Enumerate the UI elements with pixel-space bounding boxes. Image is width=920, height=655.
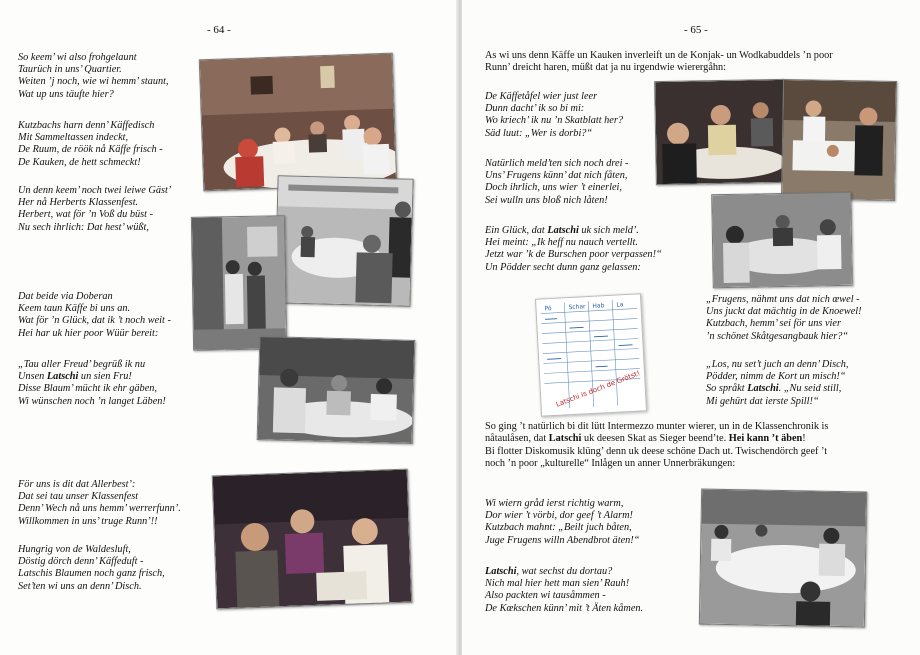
poem-line: ’n schönet Skåtgesangbauk hier?“ <box>706 330 849 342</box>
chronicle-paragraph <box>485 421 828 471</box>
skat-score-card <box>535 293 647 416</box>
intro-line: Runn’ dreicht haren, müßt dat ja nu irgendwie wierergåhn: <box>485 62 727 74</box>
photo-dancing-women <box>191 215 287 351</box>
poem-line: Mi gehürt dat ierste Spill!“ <box>706 395 819 407</box>
score-header: Pö <box>544 305 552 313</box>
stanza-r6 <box>485 498 639 547</box>
name-latschi: Latschi <box>747 383 779 395</box>
intro-line: As wi uns denn Käffe un Kauken inverleift un de Konjak- un Wodkabuddels ’n poor <box>485 50 833 61</box>
poem-line: Hei meint: „Ik heff nu nauch vertellt. <box>485 237 638 249</box>
poem-line: Wat för ’n Glück, dat ik ’t noch weit - <box>18 315 171 327</box>
poem-line: De Kœkschen künn’ mit ’t Äten kåmen. <box>485 602 644 614</box>
poem-line: Kutzbachs harn denn’ Käffedisch <box>18 120 155 131</box>
poem-line: Nich mal hier hett man sien’ Rauh! <box>485 578 630 590</box>
stanza-r1 <box>485 91 623 140</box>
poem-line: Her nå Herberts Klassenfest. <box>18 197 139 209</box>
stanza-2 <box>18 120 163 169</box>
paragraph-line: noch ’n poor „kulturelle“ Inlågen un anner Unnerbräkungen: <box>485 458 736 470</box>
name-latschi: Latschi <box>46 371 79 383</box>
score-card-caption: Latschi is doch de Grötst! <box>554 369 642 409</box>
poem-line: Wat up uns täufte hier? <box>18 88 114 100</box>
poem-line: Uns’ Frugens künn’ dat nich fåten, <box>485 170 628 182</box>
score-header: Schar <box>568 303 586 312</box>
left-page <box>0 0 458 655</box>
poem-line: De Käffetåfel wier just leer <box>485 91 598 102</box>
poem-line: Dat sei tau unser Klassenfest <box>18 491 139 503</box>
stanza-7 <box>18 544 165 593</box>
poem-line: Set’ten wi uns an denn’ Disch. <box>18 580 142 592</box>
stanza-r2 <box>485 158 628 207</box>
poem-line: So språkt Latschi. „Nu seid still, <box>706 383 842 395</box>
stanza-r5 <box>706 359 848 408</box>
poem-line: Un denn keem’ noch twei leiwe Gäst’ <box>18 185 172 196</box>
poem-line: Wi wünschen noch ’n langet Läben! <box>18 395 166 407</box>
poem-line: Natürlich meld’ten sich noch drei - <box>485 158 629 169</box>
score-header: Hab <box>592 302 605 310</box>
photo-card-players <box>654 79 786 185</box>
stanza-6 <box>18 479 181 528</box>
poem-line: För uns is dit dat Allerbest’: <box>18 479 136 490</box>
photo-table-group <box>257 336 416 444</box>
poem-line: Doch ihrlich, uns wier ’t einerlei, <box>485 182 622 194</box>
paragraph-line: nåtaulåsen, dat Latschi uk deesen Skat as Sieger beend’te. Hei kann ’t äben! <box>485 433 806 445</box>
stanza-r3 <box>485 225 662 274</box>
poem-line: Wi wiern gråd ierst richtig warm, <box>485 498 624 509</box>
poem-line: Dunn dacht’ ik so bi mi: <box>485 103 585 115</box>
poem-line: „Los, nu set’t juch an denn’ Disch, <box>706 359 849 370</box>
poem-line: Weiten ’j noch, wie wi hemm’ staunt, <box>18 76 169 88</box>
stanza-r4 <box>706 294 862 343</box>
name-latschi: Latschi <box>548 433 582 445</box>
name-latschi: Latschi <box>547 225 579 236</box>
poem-line: Nu sech ihrlich: Dat hest’ wüßt, <box>18 221 149 233</box>
poem-line: „Tau aller Freud’ begrüß ik nu <box>18 359 146 370</box>
poem-line: Mit Sammeltassen indeckt, <box>18 132 129 144</box>
stanza-5 <box>18 359 166 408</box>
poem-line: Unsen Latschi un sien Fru! <box>18 371 132 383</box>
poem-line: Säd luut: „Wer is dorbi?“ <box>485 127 593 139</box>
poem-line: Uns juckt dat mächtig in de Knoewel! <box>706 306 862 318</box>
poem-line: De Kauken, de hett schmeckt! <box>18 156 141 168</box>
stanza-r7 <box>485 566 643 615</box>
poem-line: Latschi, wat sechst du dortau? <box>485 566 613 577</box>
poem-line: Willkommen in uns’ truge Runn’!! <box>18 515 158 527</box>
stanza-3 <box>18 185 171 234</box>
poem-line: Disse Blaum’ mücht ik ehr gäben, <box>18 383 157 395</box>
poem-line: Döstig dörch denn’ Käffeduft - <box>18 556 144 568</box>
poem-line: Hungrig von de Waldesluft, <box>18 544 131 555</box>
poem-line: Jetzt war ’k de Burschen poor verpassen!“ <box>485 249 662 261</box>
poem-line: Wo kriech’ ik nu ’n Skatblatt her? <box>485 115 624 127</box>
poem-line: Keem taun Käffe bi uns an. <box>18 303 131 315</box>
stanza-4 <box>18 291 171 340</box>
poem-line: De Ruum, de röök nå Käffe frisch - <box>18 144 163 156</box>
bold-phrase: Hei kann ’t äben <box>728 433 803 445</box>
poem-line: Dor wier ’t vörbi, dor geef ’t Alarm! <box>485 510 633 522</box>
photo-dinner-group <box>699 489 867 628</box>
photo-men-at-table <box>781 79 897 201</box>
intro-paragraph <box>485 50 833 75</box>
poem-line: Latschis Blaumen noch ganz frisch, <box>18 568 165 580</box>
poem-line: Pödder, nimm de Kort un misch!“ <box>706 371 846 383</box>
poem-line: Herbert, wat för ’n Voß du büst - <box>18 209 154 221</box>
stanza-1 <box>18 52 169 101</box>
poem-line: Denn’ Wech nå uns hemm’ werrerfunn’. <box>18 503 181 515</box>
poem-line: Kutzbach, hemm’ sei för uns vier <box>706 318 841 330</box>
poem-line: Ein Glück, dat Latschi uk sich meld’. <box>485 225 639 236</box>
poem-line: Hei har uk hier poor Wüür bereit: <box>18 327 159 339</box>
poem-line: Kutzbach mahnt: „Beilt juch båten, <box>485 522 632 534</box>
poem-line: Also packten wi tausåmmen - <box>485 590 606 602</box>
photo-card-game <box>711 192 853 288</box>
photo-coffee-table <box>199 53 397 192</box>
paragraph-line: So ging ’t natürlich bi dit lütt Intermezzo munter wierer, un in de Klassenchronik is <box>485 421 829 432</box>
poem-line: Dat beide via Doberan <box>18 291 113 302</box>
poem-line: Taurüch in uns’ Quartier. <box>18 64 122 76</box>
poem-line: Un Pödder secht dunn ganz gelassen: <box>485 261 641 273</box>
poem-line: Juge Frugens willn Abendbrot äten!“ <box>485 534 640 546</box>
poem-line: Sei wulln uns bloß nich låten! <box>485 194 608 206</box>
page-number-left: - 64 - <box>207 24 231 36</box>
photo-hall-guests <box>274 175 413 307</box>
photo-three-men <box>212 469 413 610</box>
paragraph-line: Bi flotter Diskomusik klüng’ denn uk deese schöne Dach ut. Twischendörch geef ’t <box>485 445 828 457</box>
name-latschi: Latschi <box>485 566 517 577</box>
score-header: La <box>616 301 624 309</box>
right-page <box>462 0 920 655</box>
poem-line: „Frugens, nähmt uns dat nich œwel - <box>706 294 860 305</box>
poem-line: So keem’ wi also frohgelaunt <box>18 52 137 63</box>
page-number-right: - 65 - <box>684 24 708 36</box>
